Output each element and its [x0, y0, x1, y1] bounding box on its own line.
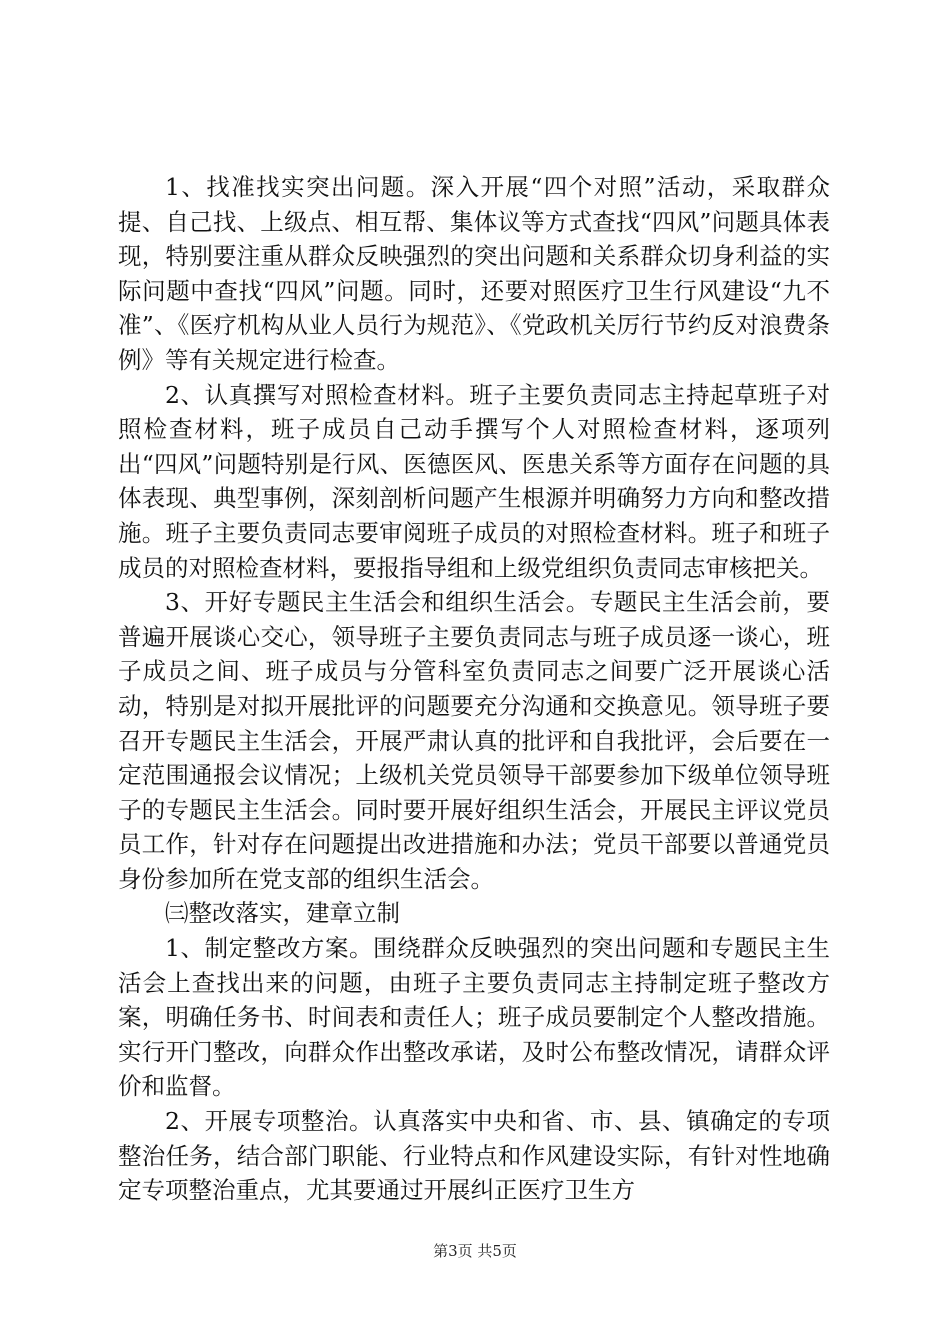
paragraph-rectification-plan: 1、制定整改方案。围绕群众反映强烈的突出问题和专题民主生活会上查找出来的问题，由班子主要负责同志主持制定班子整改方案，明确任务书、时间表和责任人；班子成员要制定个人整改措施。实行开门整改，向群众作出整改承诺，及时公布整改情况，请群众评价和监督。 [118, 934, 830, 1101]
page-number-footer: 第3页 共5页 [433, 1242, 517, 1260]
document-body [118, 170, 830, 1208]
paragraph-democratic-meeting: 3、开好专题民主生活会和组织生活会。专题民主生活会前，要普遍开展谈心交心，领导班子主要负责同志与班子成员逐一谈心，班子成员之间、班子成员与分管科室负责同志之间要广泛开展谈心活动，特别是对拟开展批评的问题要充分沟通和交换意见。领导班子要召开专题民主生活会，开展严肃认真的批评和自我批评，会后要在一定范围通报会议情况；上级机关党员领导干部要参加下级单位领导班子的专题民主生活会。同时要开展好组织生活会，开展民主评议党员员工作，针对存在问题提出改进措施和办法；党员干部要以普通党员身份参加所在党支部的组织生活会。 [118, 588, 830, 893]
paragraph-find-problems: 1、找准找实突出问题。深入开展“四个对照”活动，采取群众提、自己找、上级点、相互帮、集体议等方式查找“四风”问题具体表现，特别要注重从群众反映强烈的突出问题和关系群众切身利益的实际问题中查找“四风”问题。同时，还要对照医疗卫生行风建设“九不准”、《医疗机构从业人员行为规范》、《党政机关厉行节约反对浪费条例》等有关规定进行检查。 [118, 173, 830, 374]
section-heading: ㈢整改落实，建章立制 [165, 899, 400, 928]
paragraph-special-rectification: 2、开展专项整治。认真落实中央和省、市、县、镇确定的专项整治任务，结合部门职能、行业特点和作风建设实际，有针对性地确定专项整治重点，尤其要通过开展纠正医疗卫生方 [118, 1107, 830, 1205]
paragraph-write-materials: 2、认真撰写对照检查材料。班子主要负责同志主持起草班子对照检查材料，班子成员自己动手撰写个人对照检查材料，逐项列出“四风”问题特别是行风、医德医风、医患关系等方面存在问题的具体表现、典型事例，深刻剖析问题产生根源并明确努力方向和整改措施。班子主要负责同志要审阅班子成员的对照检查材料。班子和班子成员的对照检查材料，要报指导组和上级党组织负责同志审核把关。 [118, 380, 830, 582]
